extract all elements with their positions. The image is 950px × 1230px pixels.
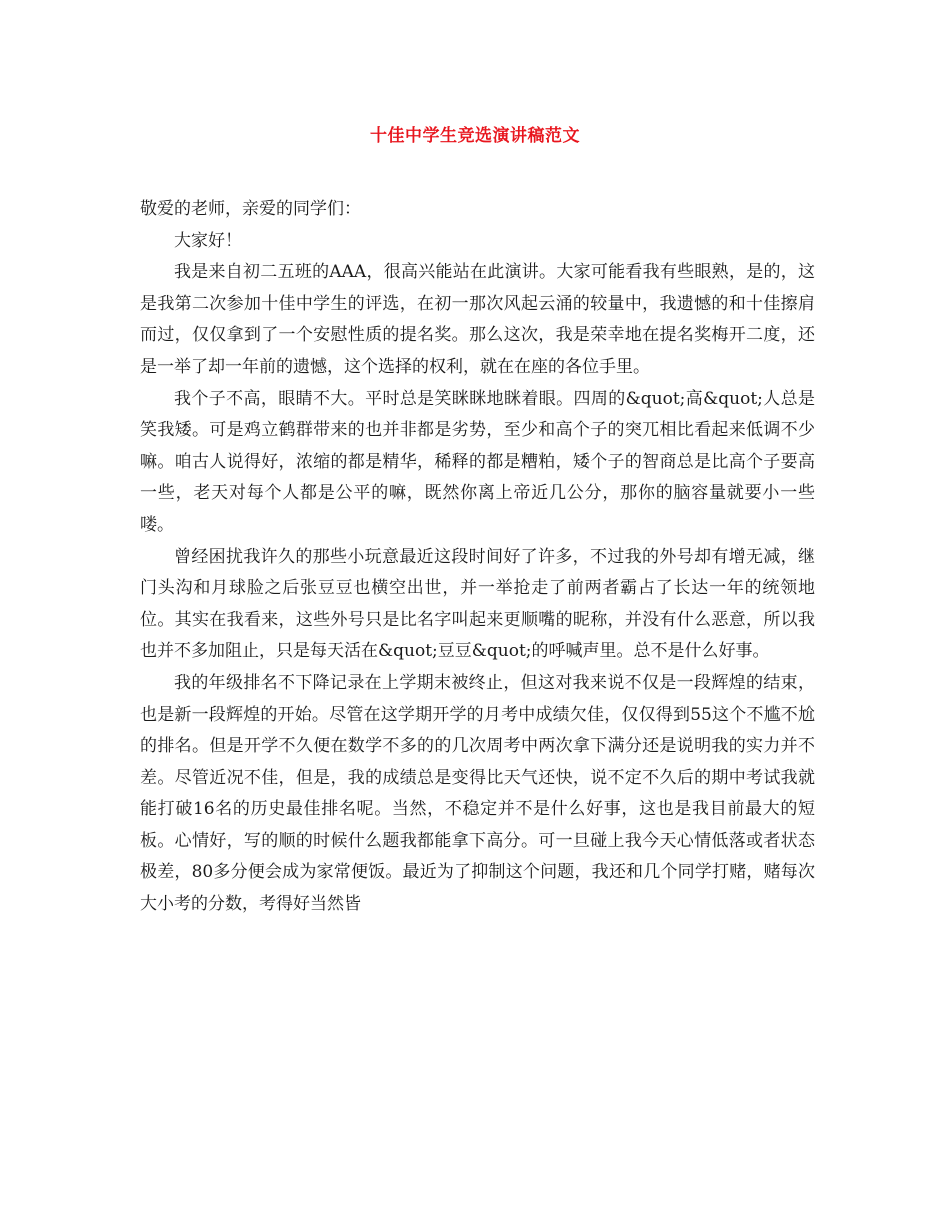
greeting: 大家好！ bbox=[174, 230, 242, 251]
paragraph-1: 我是来自初二五班的AAA，很高兴能站在此演讲。大家可能看我有些眼熟，是的，这是我第二次参加十佳中学生的评选，在初一那次风起云涌的较量中，我遗憾的和十佳擦肩而过，仅仅拿到了一个安慰性质的提名奖。那么这次，我是荣幸地在提名奖梅开二度，还是一举了却一年前的遗憾，这个选择的权利，就在在座的各位手里。 bbox=[140, 262, 815, 377]
document-body bbox=[140, 194, 815, 921]
paragraph-4: 我的年级排名不下降记录在上学期末被终止，但这对我来说不仅是一段辉煌的结束，也是新一段辉煌的开始。尽管在这学期开学的月考中成绩欠佳，仅仅得到55这个不尴不尬的排名。但是开学不久便在数学不多的的几次周考中两次拿下满分还是说明我的实力并不差。尽管近况不佳，但是，我的成绩总是变得比天气还快，说不定不久后的期中考试我就能打破16名的历史最佳排名呢。当然，不稳定并不是什么好事，这也是我目前最大的短板。心情好，写的顺的时候什么题我都能拿下高分。可一旦碰上我今天心情低落或者状态极差，80多分便会成为家常便饭。最近为了抑制这个问题，我还和几个同学打赌，赌每次大小考的分数，考得好当然皆 bbox=[140, 672, 815, 915]
salutation: 敬爱的老师，亲爱的同学们： bbox=[140, 199, 361, 219]
document-title: 十佳中学生竞选演讲稿范文 bbox=[370, 126, 580, 146]
paragraph-3: 曾经困扰我许久的那些小玩意最近这段时间好了许多，不过我的外号却有增无减，继门头沟和月球脸之后张豆豆也横空出世，并一举抢走了前两者霸占了长达一年的统领地位。其实在我看来，这些外号只是比名字叫起来更顺嘴的昵称，并没有什么恶意，所以我也并不多加阻止，只是每天活在&quot;豆豆&quot;的呼喊声里。总不是什么好事。 bbox=[140, 546, 815, 662]
paragraph-2: 我个子不高，眼睛不大。平时总是笑眯眯地眯着眼。四周的&quot;高&quot;人总是笑我矮。可是鸡立鹤群带来的也并非都是劣势，至少和高个子的突兀相比看起来低调不少嘛。咱古人说得好，浓缩的都是精华，稀释的都是糟粕，矮个子的智商总是比高个子要高一些，老天对每个人都是公平的嘛，既然你离上帝近几公分，那你的脑容量就要小一些喽。 bbox=[140, 388, 815, 535]
